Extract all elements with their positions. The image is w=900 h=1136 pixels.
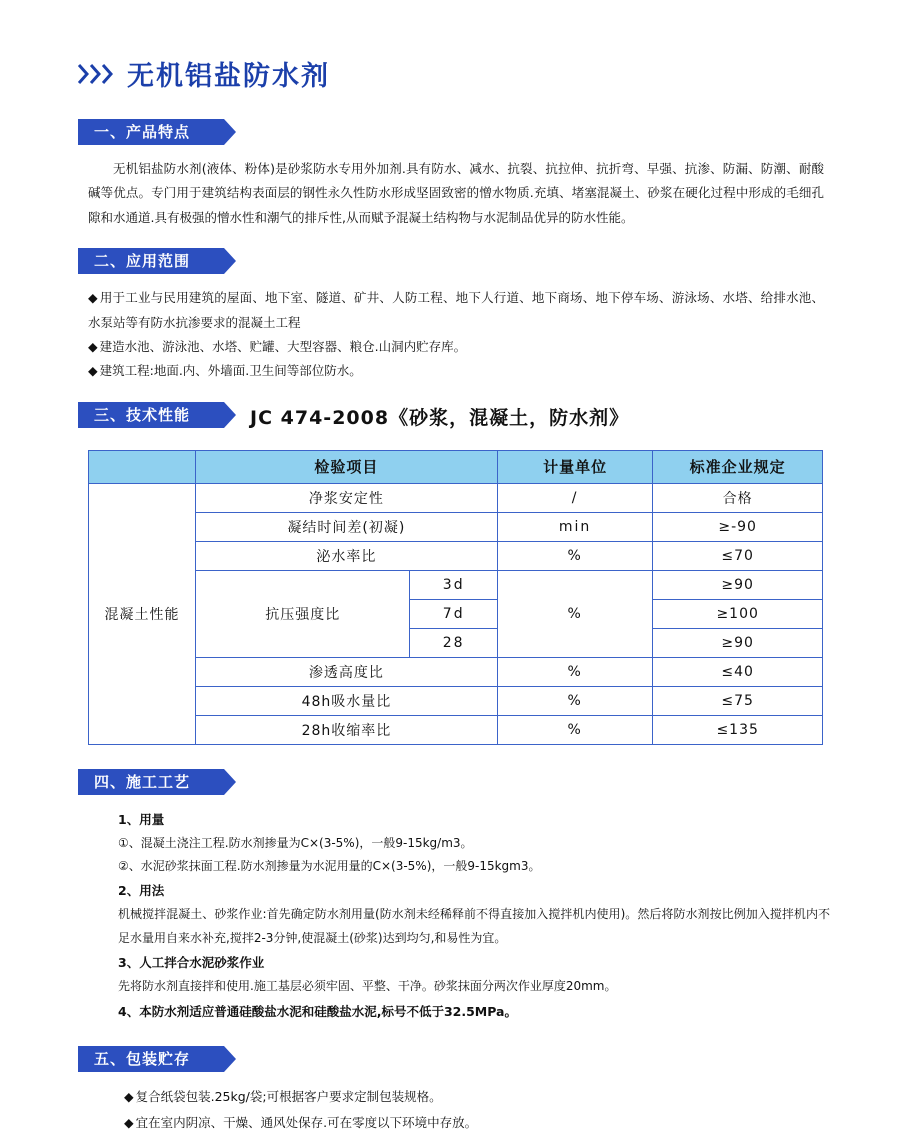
page-title: 无机铝盐防水剂: [127, 61, 330, 92]
table-row: [89, 541, 823, 570]
table-header-value: 标准企业规定: [653, 450, 823, 483]
table-cell-value: ≤70: [653, 541, 823, 570]
list-item: [88, 335, 824, 359]
section-application: [78, 248, 830, 384]
table-cell-value: ≥90: [653, 570, 823, 599]
table-cell-value: ≥90: [653, 628, 823, 657]
section-heading-application: 二、应用范围: [78, 248, 224, 274]
application-body: [78, 286, 830, 384]
table-cell-value: ≤135: [653, 715, 823, 744]
list-item-label: 宜在室内阴凉、干燥、通风处保存.可在零度以下环境中存放。: [135, 1114, 478, 1130]
list-item: [124, 1084, 830, 1110]
list-item-label: 建造水池、游泳池、水塔、贮罐、大型容器、粮仓.山洞内贮存库。: [99, 338, 467, 354]
section-packaging: [78, 1046, 830, 1136]
table-corner-cell: [89, 450, 196, 483]
table-cell-value: ≥-90: [653, 512, 823, 541]
section-heading-process: 四、施工工艺: [78, 769, 224, 795]
table-cell-unit: /: [497, 483, 652, 512]
list-item-label: 复合纸袋包装.25kg/袋;可根据客户要求定制包装规格。: [135, 1088, 442, 1104]
features-paragraph: 无机铝盐防水剂(液体、粉体)是砂浆防水专用外加剂.具有防水、减水、抗裂、抗拉伸、抗折弯、早强、抗渗、防漏、防潮、耐酸碱等优点。专门用于建筑结构表面层的钢性永久性防水形成坚固致密的憎水物质.充填、堵塞混凝土、砂浆在硬化过程中形成的毛细孔隙和水通道.具有极强的憎水性和潮气的排斥性,从而赋予混凝土结构物与水泥制品优异的防水性能。: [88, 161, 824, 225]
technical-heading-row: [78, 402, 830, 440]
table-cell-item: 净浆安定性: [195, 483, 497, 512]
table-header-item: 检验项目: [195, 450, 497, 483]
table-cell-item: 泌水率比: [195, 541, 497, 570]
table-cell-value: ≤75: [653, 686, 823, 715]
table-row: [89, 715, 823, 744]
table-side-header: 混凝土性能: [89, 483, 196, 744]
bullet-marker-icon: ◆: [124, 1114, 134, 1130]
process-step: 1、用量: [118, 811, 165, 827]
table-row: [89, 686, 823, 715]
table-cell-unit: %: [497, 657, 652, 686]
section-process: [78, 769, 830, 1024]
list-item: [88, 286, 824, 335]
process-step: 2、用法: [118, 883, 165, 899]
table-cell-sub: 3d: [410, 570, 497, 599]
process-step: 4、本防水剂适应普通硅酸盐水泥和硅酸盐水泥,标号不低于32.5MPa。: [118, 1003, 517, 1019]
list-item: [88, 359, 824, 383]
table-row: [89, 570, 823, 599]
table-header-row: [89, 450, 823, 483]
table-cell-unit: %: [497, 715, 652, 744]
table-cell-unit: %: [497, 541, 652, 570]
process-body: [78, 807, 830, 1024]
standard-title: JC 474-2008《砂浆，混凝土，防水剂》: [250, 406, 630, 429]
bullet-marker-icon: ◆: [88, 338, 98, 354]
process-detail: 先将防水剂直接拌和使用.施工基层必须牢固、平整、干净。砂浆抹面分两次作业厚度20mm。: [118, 979, 617, 994]
application-list: [88, 286, 824, 384]
document-title-row: [78, 54, 830, 93]
bullet-marker-icon: ◆: [88, 290, 98, 306]
table-row: [89, 512, 823, 541]
table-cell-unit: %: [497, 570, 652, 657]
table-cell-value: ≤40: [653, 657, 823, 686]
table-cell-item: 抗压强度比: [195, 570, 410, 657]
process-step: 3、人工拌合水泥砂浆作业: [118, 955, 265, 971]
process-substep: ①、混凝土浇注工程.防水剂掺量为C×(3-5%)，一般9-15kg/m3。: [118, 835, 473, 850]
features-body: [78, 157, 830, 230]
table-cell-sub: 28: [410, 628, 497, 657]
table-cell-item: 渗透高度比: [195, 657, 497, 686]
list-item-label: 用于工业与民用建筑的屋面、地下室、隧道、矿井、人防工程、地下人行道、地下商场、地下停车场、游泳场、水塔、给排水池、水泵站等有防水抗渗要求的混凝土工程: [88, 290, 824, 330]
table-cell-item: 28h收缩率比: [195, 715, 497, 744]
table-cell-value: 合格: [653, 483, 823, 512]
packaging-list: [78, 1084, 830, 1136]
process-detail: 机械搅拌混凝土、砂浆作业:首先确定防水剂用量(防水剂未经稀释前不得直接加入搅拌机内使用)。然后将防水剂按比例加入搅拌机内不足水量用自来水补充,搅拌2-3分钟,使混凝土(砂浆)达到均匀,和易性为宜。: [118, 907, 830, 945]
performance-table: [88, 450, 823, 745]
section-heading-technical: 三、技术性能: [78, 402, 224, 428]
table-cell-sub: 7d: [410, 599, 497, 628]
section-heading-features: 一、产品特点: [78, 119, 224, 145]
table-row: [89, 483, 823, 512]
bullet-marker-icon: ◆: [124, 1088, 134, 1104]
table-row: [89, 657, 823, 686]
bullet-marker-icon: ◆: [88, 363, 98, 379]
table-cell-unit: %: [497, 686, 652, 715]
process-substep: ②、水泥砂浆抹面工程.防水剂掺量为水泥用量的C×(3-5%)，一般9-15kgm3。: [118, 859, 541, 874]
list-item-label: 建筑工程:地面.内、外墙面.卫生间等部位防水。: [99, 363, 362, 379]
section-heading-packaging: 五、包装贮存: [78, 1046, 224, 1072]
table-header-unit: 计量单位: [497, 450, 652, 483]
table-cell-item: 凝结时间差(初凝): [195, 512, 497, 541]
table-cell-item: 48h吸水量比: [195, 686, 497, 715]
chevrons-right-icon: [78, 63, 113, 85]
section-technical: [78, 402, 830, 745]
table-cell-value: ≥100: [653, 599, 823, 628]
list-item: [124, 1110, 830, 1136]
section-features: [78, 119, 830, 230]
table-cell-unit: min: [497, 512, 652, 541]
